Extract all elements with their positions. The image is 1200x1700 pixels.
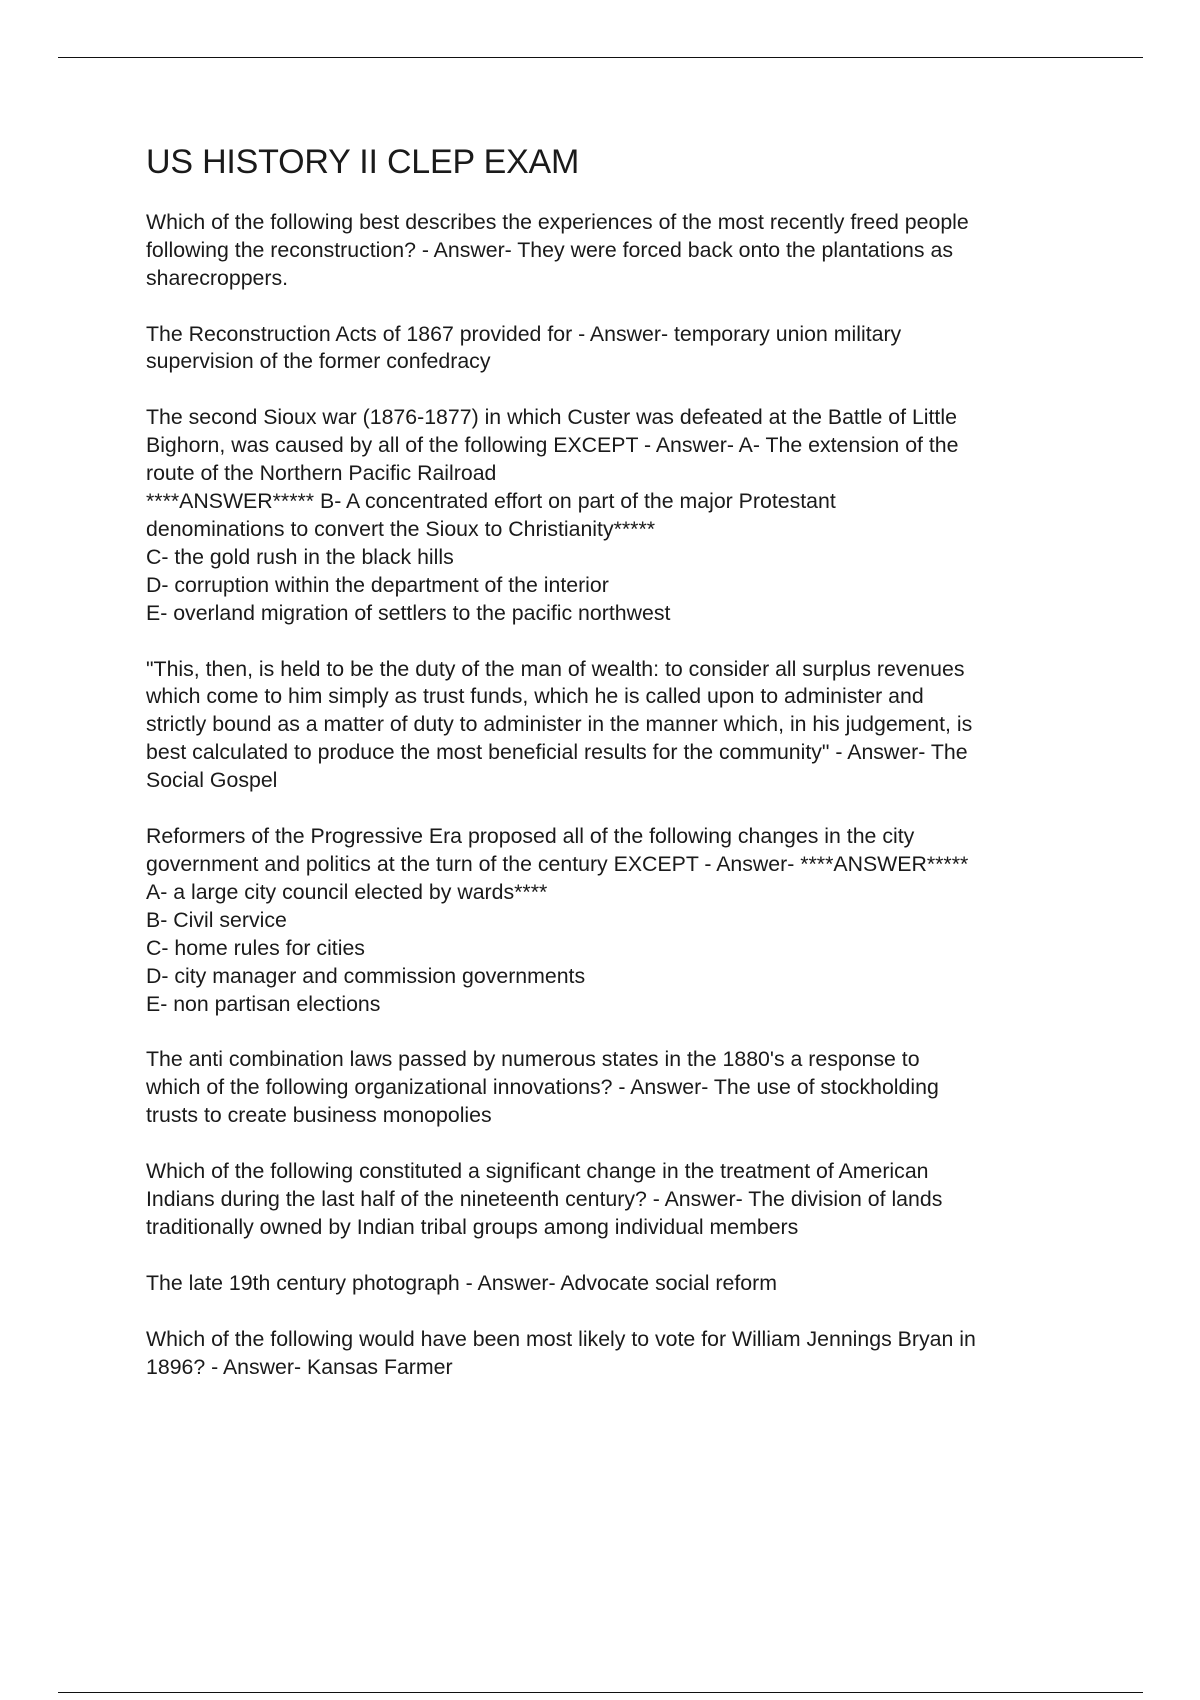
qa-entry-8: The late 19th century photograph - Answer- Advocate social reform	[146, 1270, 777, 1295]
qa-entry-9: Which of the following would have been most likely to vote for William Jennings Bryan in 1896? - Answer- Kansas Farmer	[146, 1326, 976, 1379]
qa-entry-6: The anti combination laws passed by numerous states in the 1880's a response to which of the following organizational innovations? - Answer- The use of stockholding trusts to create business monopolies	[146, 1047, 939, 1128]
qa-entry-4: "This, then, is held to be the duty of the man of wealth: to consider all surplus revenues which come to him simply as trust funds, which he is called upon to administer and strictly bound as a matter of duty to administer in the manner which, in his judgement, is best calculated to produce the most beneficial results for the community" - Answer- The Social Gospel	[146, 656, 973, 793]
top-divider	[58, 57, 1143, 58]
bottom-divider	[58, 1692, 1143, 1693]
qa-entry-3: The second Sioux war (1876-1877) in which Custer was defeated at the Battle of Little Bighorn, was caused by all of the following EXCEPT - Answer- A- The extension of the route of the Northern Pacific Railroad ****ANSWER***** B- A concentrated effort on part of the major Protestant denominations to convert the Sioux to Christianity***** C- the gold rush in the black hills D- corruption within the department of the interior E- overland migration of settlers to the pacific northwest	[146, 405, 959, 625]
qa-entry-5: Reformers of the Progressive Era proposed all of the following changes in the city government and politics at the turn of the century EXCEPT - Answer- ****ANSWER***** A- a large city council elected by wards**** B- Civil service C- home rules for cities D- city manager and commission governments E- non partisan elections	[146, 824, 969, 1016]
qa-entry-2: The Reconstruction Acts of 1867 provided for - Answer- temporary union military supervision of the former confedracy	[146, 321, 902, 374]
qa-entry-7: Which of the following constituted a significant change in the treatment of American Indians during the last half of the nineteenth century? - Answer- The division of lands traditionally owned by Indian tribal groups among individual members	[146, 1159, 943, 1239]
document-body	[146, 142, 1096, 1410]
qa-entry-1: Which of the following best describes the experiences of the most recently freed people following the reconstruction? - Answer- They were forced back onto the plantations as sharecroppers.	[146, 209, 969, 290]
page-title: US HISTORY II CLEP EXAM	[146, 143, 580, 181]
